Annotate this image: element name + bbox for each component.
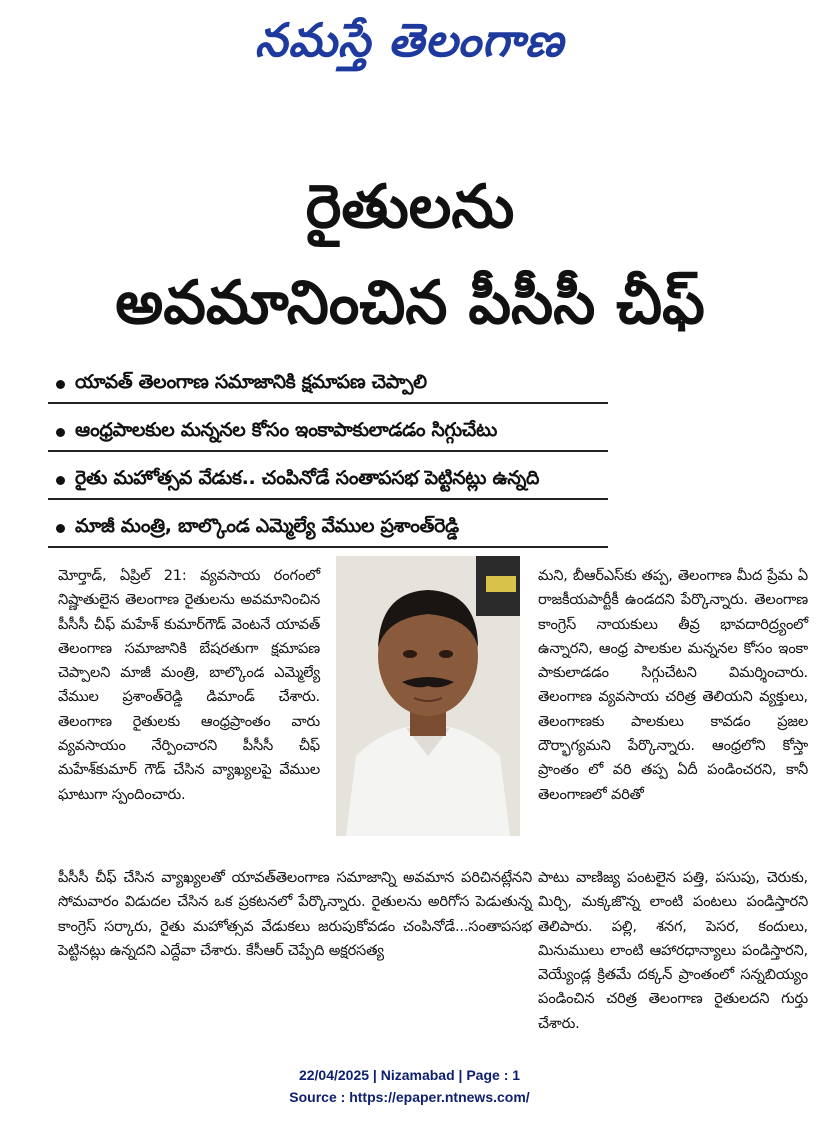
article-column-2-bottom <box>538 866 808 1036</box>
highlight-bullets <box>48 366 608 558</box>
bullet-item <box>48 414 608 452</box>
bullet-text: యావత్ తెలంగాణ సమాజానికి క్షమాపణ చెప్పాలి <box>75 370 427 393</box>
article-column-1-top <box>58 564 320 807</box>
article-column-1-bottom <box>58 866 532 963</box>
article-paragraph: మని, బీఆర్‌ఎస్‌కు తప్ప, తెలంగాణ మీద ప్రేమ ఏ రాజకీయపార్టీకీ ఉండదని పేర్కొన్నారు. తెలంగాణ కాంగ్రెస్ నాయకులు తీవ్ర భావదారిద్ర్యంలో ఉన్నారని, ఆంధ్ర పాలకుల మన్ననల కోసం ఇంకా పాకులాడడం సిగ్గుచేటని విమర్శించారు. తెలంగాణ వ్యవసాయ చరిత్ర తెలియని వ్యక్తులు, తెలంగాణకు పాలకులు కావడం ప్రజల దౌర్భాగ్యమని పేర్కొన్నారు. ఆంధ్రలోని కోస్తా ప్రాంతం లో వరి తప్ప ఏదీ పండించరని, కానీ తెలంగాణలో వరితో <box>538 567 808 803</box>
bullet-dot-icon <box>56 380 65 389</box>
bullet-dot-icon <box>56 476 65 485</box>
headline-line-2: అవమానించిన పీసీసీ చీఫ్ <box>115 268 705 338</box>
bullet-item <box>48 462 608 500</box>
headline-line-1: రైతులను <box>305 172 515 242</box>
bullet-text: రైతు మహోత్సవ వేడుక.. చంపినోడే సంతాపసభ పెట్టినట్లు ఉన్నది <box>75 466 540 489</box>
article-column-2-top <box>538 564 808 807</box>
footer-date-edition: 22/04/2025 | Nizamabad | Page : 1 <box>298 1067 521 1083</box>
footer-source: Source : https://epaper.ntnews.com/ <box>289 1089 530 1105</box>
bullet-text: ఆంధ్రపాలకుల మన్ననల కోసం ఇంకాపాకులాడడం సిగ్గుచేటు <box>75 418 497 441</box>
bullet-item <box>48 366 608 404</box>
article-paragraph: మోర్తాడ్, ఏప్రిల్ 21: వ్యవసాయ రంగంలో నిష్ణాతులైన తెలంగాణ రైతులను అవమానించిన పీసీసీ చీఫ్ మహేశ్ కుమార్‌గౌడ్ వెంటనే యావత్ తెలంగాణ సమాజానికి బేషరతుగా క్షమాపణ చెప్పాలని మాజీ మంత్రి, బాల్కొండ ఎమ్మెల్యే వేముల ప్రశాంత్‌రెడ్డి డిమాండ్ చేశారు. తెలంగాణ రైతులకు ఆంధ్రప్రాంతం వారు వ్యవసాయం నేర్పించారని పీసీసీ చీఫ్ మహేశ్‌కుమార్ గౌడ్ చేసిన వ్యాఖ్యలపై వేముల ఘాటుగా స్పందించారు. <box>58 567 320 803</box>
bullet-item <box>48 510 608 548</box>
bullet-text: మాజీ మంత్రి, బాల్కొండ ఎమ్మెల్యే వేముల ప్రశాంత్‌రెడ్డి <box>75 514 459 537</box>
bullet-dot-icon <box>56 428 65 437</box>
article-paragraph: పీసీసీ చీఫ్ చేసిన వ్యాఖ్యలతో యావత్‌తెలంగాణ సమాజాన్ని అవమాన పరిచినట్లేనని సోమవారం విడుదల చేసిన ఒక ప్రకటనలో పేర్కొన్నారు. రైతులను అరిగోస పెడుతున్న కాంగ్రెస్ సర్కారు, రైతు మహోత్సవ వేడుకలు జరుపుకోవడం చంపినోడే...సంతాపసభ పెట్టినట్లు ఉన్నదని ఎద్దేవా చేశారు. కేసీఆర్ చెప్పేది అక్షరసత్య <box>58 869 532 959</box>
bullet-dot-icon <box>56 524 65 533</box>
portrait-photo <box>336 556 520 836</box>
masthead-logo: నమస్తే తెలంగాణ <box>254 13 565 67</box>
portrait-illustration <box>336 556 520 836</box>
article-paragraph: పాటు వాణిజ్య పంటలైన పత్తి, పసుపు, చెరుకు, మిర్చి, మక్కజొన్న లాంటి పంటలు పండిస్తారని తెలిపారు. పల్లి, శనగ, పెసర, కందులు, మినుములు లాంటి ఆహారధాన్యాలు పండిస్తారని, వెయ్యేండ్ల క్రితమే దక్కన్ ప్రాంతంలో సన్నబియ్యం పండించిన చరిత్ర తెలంగాణ రైతులదని గుర్తు చేశారు. <box>538 869 808 1032</box>
